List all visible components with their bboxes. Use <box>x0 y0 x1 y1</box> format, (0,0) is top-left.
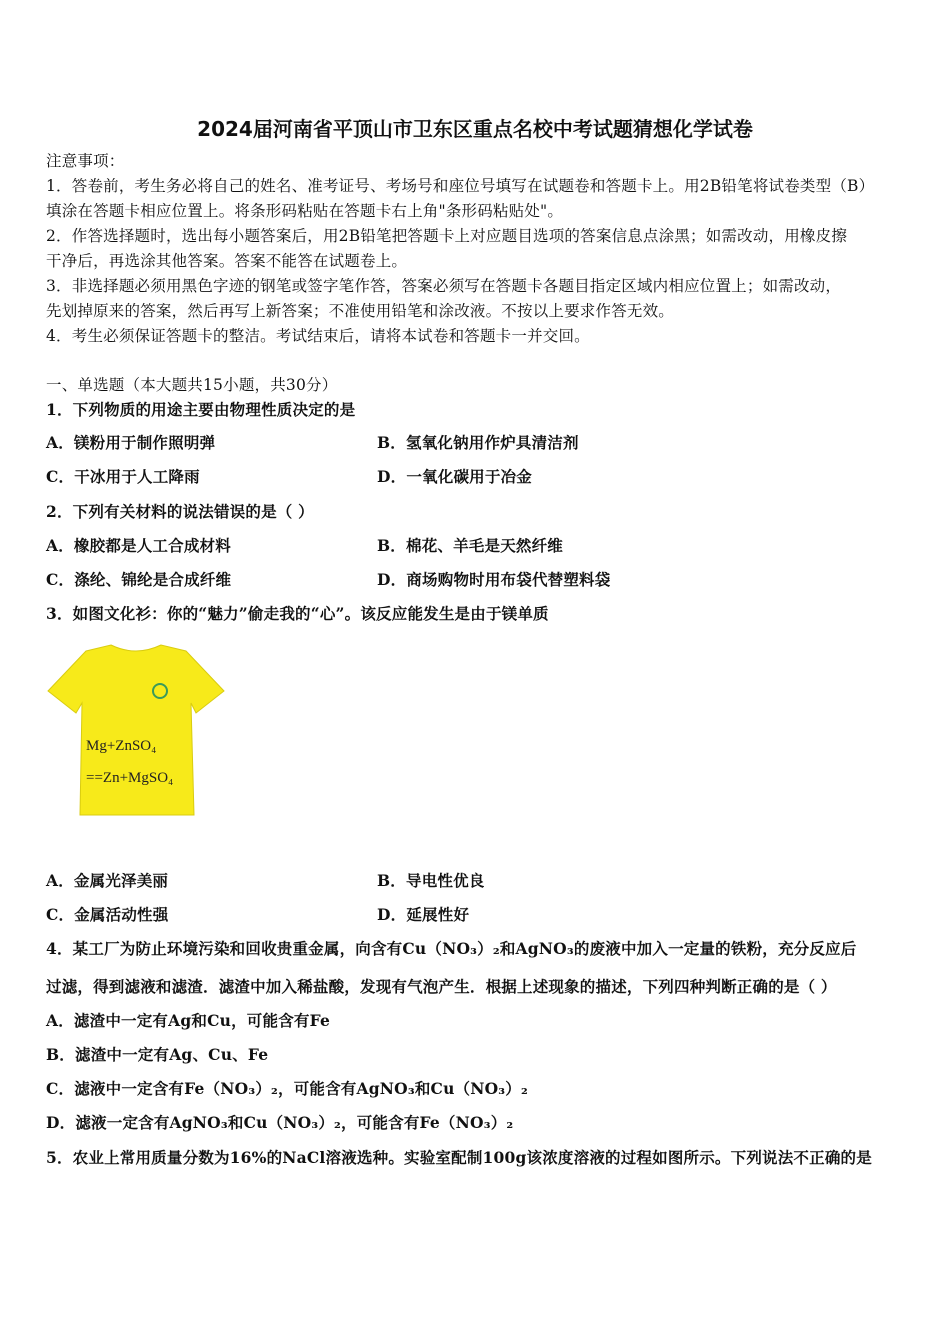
question-2-stem: 2．下列有关材料的说法错误的是（ ） <box>46 502 314 521</box>
notice-line: 填涂在答题卡相应位置上。将条形码粘贴在答题卡右上角"条形码粘贴处"。 <box>46 202 564 220</box>
notice-line: 先划掉原来的答案，然后再写上新答案；不准使用铅笔和涂改液。不按以上要求作答无效。 <box>46 302 675 320</box>
notice-line: 3．非选择题必须用黑色字迹的钢笔或签字笔作答，答案必须写在答题卡各题目指定区域内相应位置上；如需改动， <box>46 277 842 295</box>
option-d: D．商场购物时用布袋代替塑料袋 <box>377 570 611 589</box>
shirt-equation-line2: ==Zn+MgSO₄ <box>86 770 174 786</box>
option-b: B．导电性优良 <box>377 871 485 890</box>
section-heading: 一、单选题（本大题共15小题，共30分） <box>46 376 338 394</box>
option-c: C．干冰用于人工降雨 <box>46 467 200 486</box>
option-c: C．涤纶、锦纶是合成纤维 <box>46 570 232 589</box>
notice-line: 干净后，再选涂其他答案。答案不能答在试题卷上。 <box>46 252 408 270</box>
notice-line: 1．答卷前，考生务必将自己的姓名、准考证号、考场号和座位号填写在试题卷和答题卡上。用2B铅笔将试卷类型（B） <box>46 177 875 195</box>
notice-heading: 注意事项： <box>46 152 125 170</box>
option-d: D．一氧化碳用于冶金 <box>377 467 532 486</box>
option-d: D．延展性好 <box>377 905 470 924</box>
question-3-stem: 3．如图文化衫：你的“魅力”偷走我的“心”。该反应能发生是由于镁单质 <box>46 604 549 623</box>
option-a: A．滤渣中一定有Ag和Cu，可能含有Fe <box>46 1011 331 1030</box>
notice-line: 4．考生必须保证答题卡的整洁。考试结束后，请将本试卷和答题卡一并交回。 <box>46 327 590 345</box>
option-b: B．滤渣中一定有Ag、Cu、Fe <box>46 1045 269 1064</box>
notice-line: 2．作答选择题时，选出每小题答案后，用2B铅笔把答题卡上对应题目选项的答案信息点涂黑；如需改动，用橡皮擦 <box>46 227 848 245</box>
option-a: A．橡胶都是人工合成材料 <box>46 536 231 555</box>
option-c: C．金属活动性强 <box>46 905 169 924</box>
question-4-stem-cont: 过滤，得到滤液和滤渣．滤渣中加入稀盐酸，发现有气泡产生．根据上述现象的描述，下列四种判断正确的是（ ） <box>46 977 837 996</box>
option-a: A．镁粉用于制作照明弹 <box>46 433 216 452</box>
question-4-stem: 4．某工厂为防止环境污染和回收贵重金属，向含有Cu（NO₃）₂和AgNO₃的废液中加入一定量的铁粉，充分反应后 <box>46 939 857 958</box>
option-c: C．滤液中一定含有Fe（NO₃）₂，可能含有AgNO₃和Cu（NO₃）₂ <box>46 1079 528 1098</box>
question-5-stem: 5．农业上常用质量分数为16%的NaCl溶液选种。实验室配制100g该浓度溶液的过程如图所示。下列说法不正确的是 <box>46 1148 872 1167</box>
option-b: B．棉花、羊毛是天然纤维 <box>377 536 564 555</box>
option-d: D．滤液一定含有AgNO₃和Cu（NO₃）₂，可能含有Fe（NO₃）₂ <box>46 1113 514 1132</box>
tshirt-shape <box>48 645 224 815</box>
shirt-equation-line1: Mg+ZnSO₄ <box>86 738 157 754</box>
page-title: 2024届河南省平顶山市卫东区重点名校中考试题猜想化学试卷 <box>197 117 753 141</box>
option-a: A．金属光泽美丽 <box>46 871 169 890</box>
question-1-stem: 1．下列物质的用途主要由物理性质决定的是 <box>46 400 356 419</box>
tshirt-figure <box>46 643 226 823</box>
option-b: B．氢氧化钠用作炉具清洁剂 <box>377 433 579 452</box>
